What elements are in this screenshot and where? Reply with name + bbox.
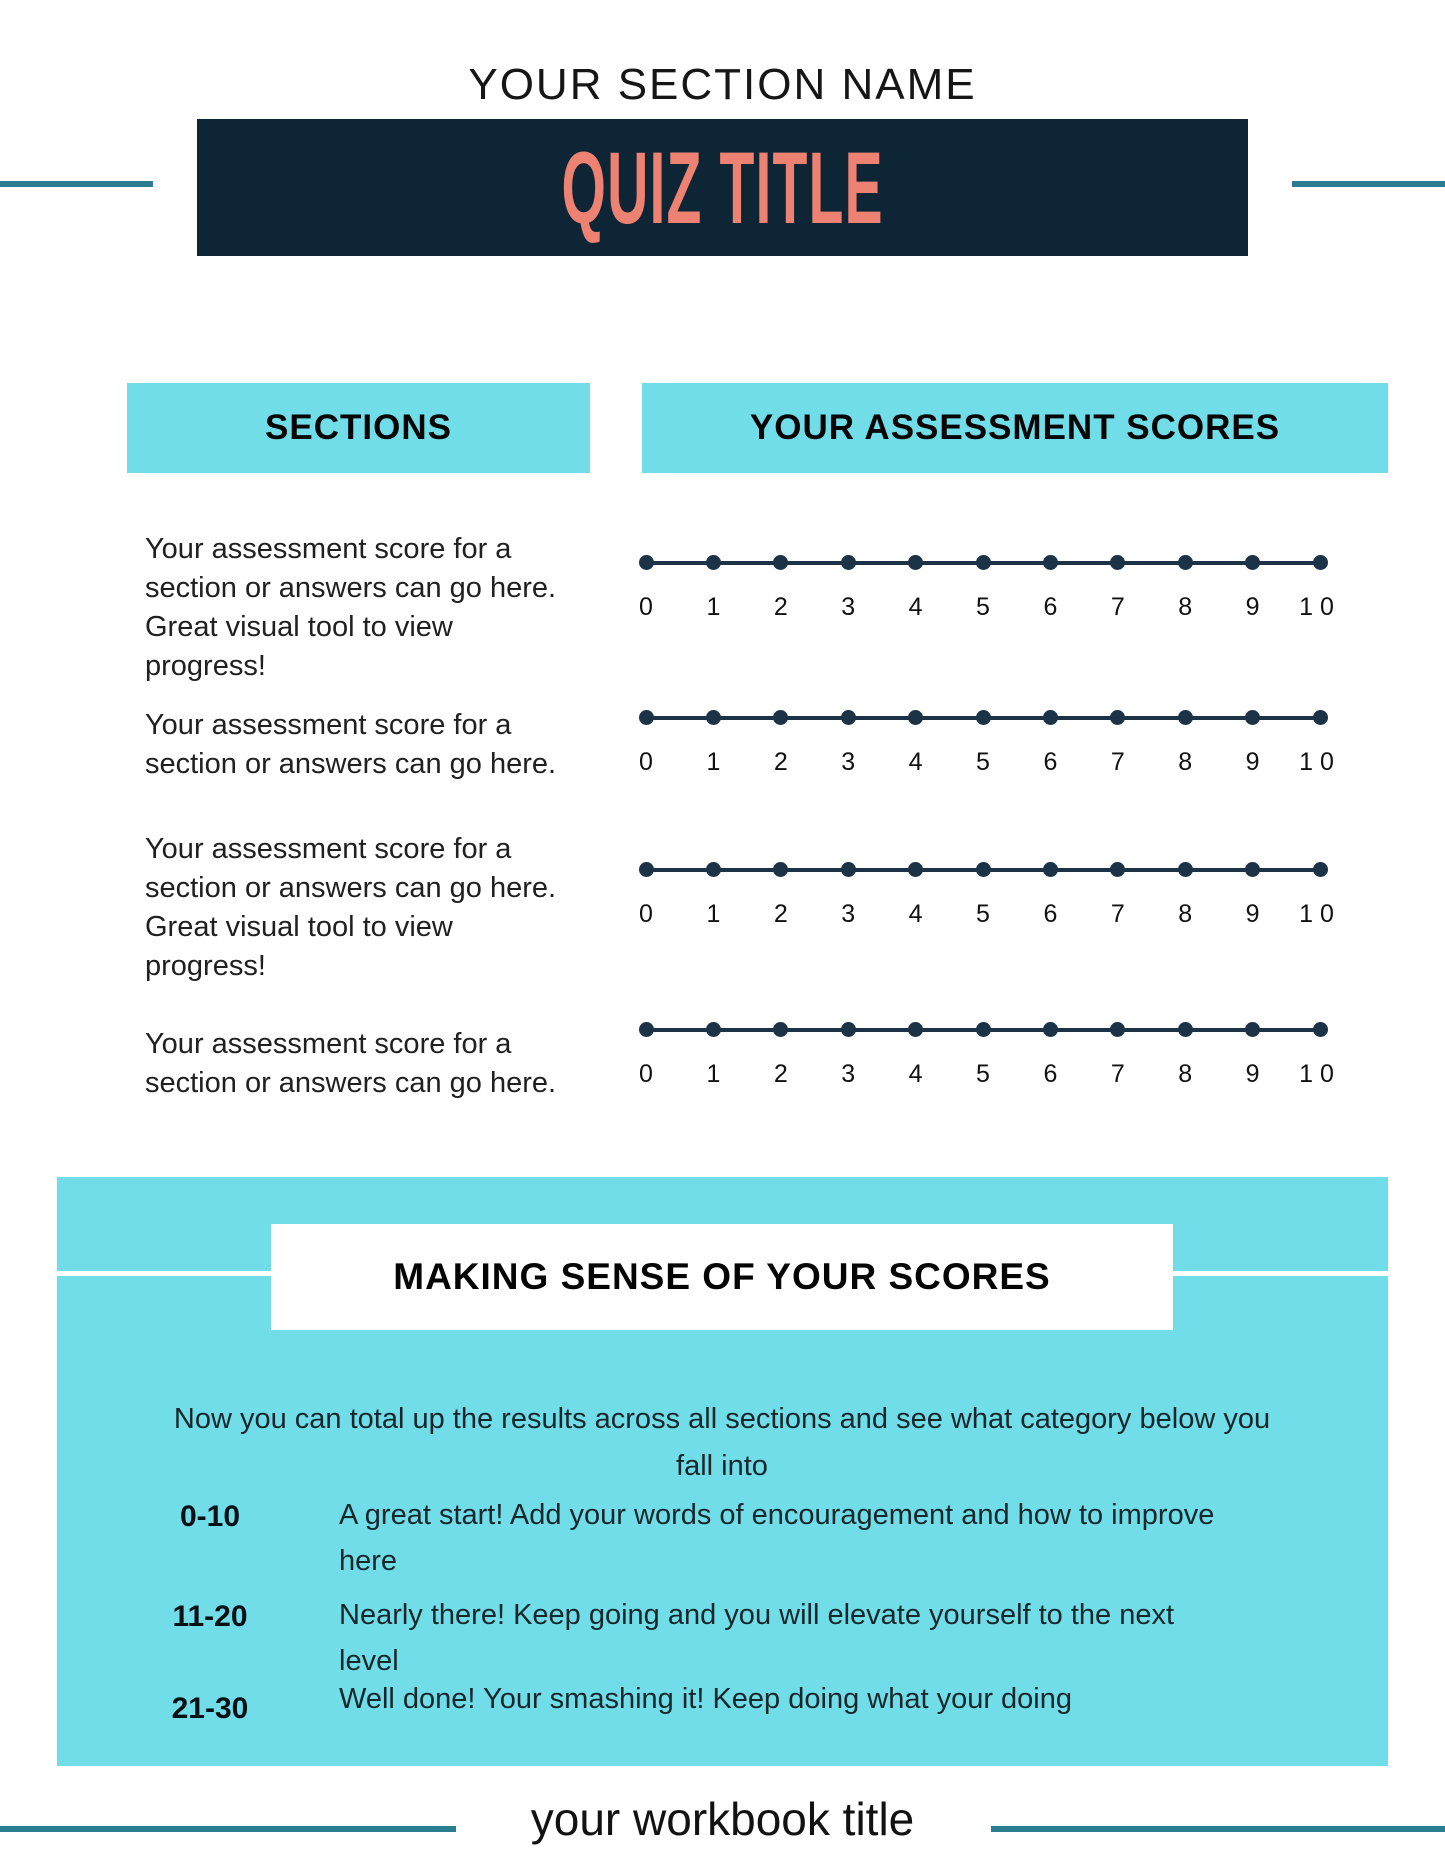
scale-tick-label: 0	[639, 748, 653, 776]
scale-dot	[1110, 1022, 1125, 1037]
scale-tick-label: 3	[841, 748, 856, 776]
scale-dot	[1245, 555, 1260, 570]
sections-column-header: SECTIONS	[127, 383, 590, 473]
scale-tick-label: 6	[1043, 748, 1058, 776]
scale-dot	[1313, 555, 1328, 570]
scale-dot	[841, 1022, 856, 1037]
scale-dot	[706, 710, 721, 725]
scale-dot	[706, 555, 721, 570]
scale-dot	[1110, 555, 1125, 570]
assessment-scale-row-3	[638, 862, 1341, 932]
scale-dot	[773, 1022, 788, 1037]
scale-tick-label: 0	[639, 593, 653, 621]
quiz-title-banner	[197, 119, 1248, 256]
scale-dot	[639, 710, 654, 725]
scale-tick-label: 6	[1043, 593, 1058, 621]
assessment-scores-column-header: YOUR ASSESSMENT SCORES	[642, 383, 1388, 473]
scale-dot	[976, 862, 991, 877]
scale-tick-label: 10	[1299, 748, 1341, 776]
scale-dot	[1313, 710, 1328, 725]
scale-tick-label: 1	[706, 1060, 721, 1088]
score-range-description: Nearly there! Keep going and you will elevate yourself to the next level	[339, 1599, 1175, 1677]
scale-tick-label: 4	[908, 593, 923, 621]
scale-tick-label: 8	[1178, 1060, 1193, 1088]
making-sense-title: MAKING SENSE OF YOUR SCORES	[393, 1256, 1051, 1297]
scale-dot	[1178, 1022, 1193, 1037]
scale-dot	[1043, 1022, 1058, 1037]
scale-dot	[976, 555, 991, 570]
scale-tick-label: 10	[1299, 593, 1341, 621]
scale-dot	[908, 555, 923, 570]
scale-dot	[1178, 862, 1193, 877]
scale-dot	[1043, 862, 1058, 877]
scale-tick-label: 10	[1299, 1060, 1341, 1088]
assessment-row-description: Your assessment score for a section or answers can go here. Great visual tool to view progress!	[145, 833, 557, 982]
assessment-row-description: Your assessment score for a section or answers can go here. Great visual tool to view progress!	[145, 533, 557, 682]
scale-tick-label: 0	[639, 1060, 653, 1088]
scale-tick-label: 0	[639, 900, 653, 928]
making-sense-intro: Now you can total up the results across all sections and see what category below you fall into	[173, 1403, 1271, 1482]
scale-tick-label: 7	[1110, 1060, 1125, 1088]
scale-dot	[773, 555, 788, 570]
scale-dot	[1178, 710, 1193, 725]
scale-tick-label: 3	[841, 1060, 856, 1088]
score-range-description: A great start! Add your words of encouragement and how to improve here	[339, 1499, 1215, 1577]
scale-dot	[1245, 862, 1260, 877]
scale-dot	[908, 710, 923, 725]
scale-tick-label: 6	[1043, 900, 1058, 928]
scale-dot	[639, 862, 654, 877]
scale-tick-label: 1	[706, 900, 721, 928]
scale-dot	[639, 555, 654, 570]
scale-tick-label: 5	[976, 748, 990, 776]
score-range-label: 21-30	[171, 1692, 249, 1725]
quiz-title: QUIZ TITLE	[561, 130, 884, 245]
scale-dot	[1313, 862, 1328, 877]
scale-dot	[773, 710, 788, 725]
top-right-divider-line	[1292, 181, 1445, 187]
scale-tick-label: 8	[1178, 593, 1193, 621]
scale-dot	[1110, 862, 1125, 877]
scale-tick-label: 2	[773, 900, 788, 928]
scale-tick-label: 4	[908, 748, 923, 776]
assessment-scale-row-2	[638, 710, 1341, 780]
assessment-scale-row-1	[638, 555, 1341, 625]
score-range-label: 11-20	[172, 1600, 248, 1633]
scale-dot	[976, 1022, 991, 1037]
top-left-divider-line	[0, 181, 153, 187]
scale-dot	[773, 862, 788, 877]
scale-tick-label: 3	[841, 593, 856, 621]
scale-tick-label: 9	[1245, 1060, 1260, 1088]
sense-right-divider-line	[1173, 1271, 1388, 1276]
scale-tick-label: 1	[706, 593, 721, 621]
scale-dot	[1245, 710, 1260, 725]
sense-left-divider-line	[57, 1271, 271, 1276]
scale-tick-label: 9	[1245, 748, 1260, 776]
scale-tick-label: 7	[1110, 900, 1125, 928]
score-range-label: 0-10	[179, 1500, 241, 1533]
scale-dot	[706, 1022, 721, 1037]
scale-tick-label: 5	[976, 1060, 990, 1088]
scale-dot	[639, 1022, 654, 1037]
scale-dot	[1245, 1022, 1260, 1037]
scale-dot	[976, 710, 991, 725]
assessment-scale-row-4	[638, 1022, 1341, 1092]
scale-dot	[706, 862, 721, 877]
section-name-heading: YOUR SECTION NAME	[468, 60, 977, 109]
scale-tick-label: 5	[976, 593, 990, 621]
scale-tick-label: 8	[1178, 748, 1193, 776]
scale-dot	[908, 862, 923, 877]
score-range-description: Well done! Your smashing it! Keep doing what your doing	[339, 1683, 1073, 1715]
scale-tick-label: 7	[1110, 748, 1125, 776]
making-sense-title-box	[271, 1224, 1173, 1330]
scale-dot	[841, 862, 856, 877]
scale-dot	[1043, 555, 1058, 570]
scale-tick-label: 9	[1245, 900, 1260, 928]
scale-dot	[1313, 1022, 1328, 1037]
scale-tick-label: 1	[706, 748, 721, 776]
workbook-title: your workbook title	[530, 1793, 915, 1845]
scale-dot	[908, 1022, 923, 1037]
scale-dot	[1043, 710, 1058, 725]
scale-tick-label: 2	[773, 1060, 788, 1088]
scale-dot	[841, 710, 856, 725]
assessment-row-description: Your assessment score for a section or answers can go here.	[145, 1028, 557, 1099]
scale-tick-label: 2	[773, 593, 788, 621]
scale-tick-label: 5	[976, 900, 990, 928]
scale-dot	[1110, 710, 1125, 725]
scale-tick-label: 4	[908, 1060, 923, 1088]
scale-tick-label: 7	[1110, 593, 1125, 621]
assessment-row-description: Your assessment score for a section or answers can go here.	[145, 709, 557, 780]
scale-tick-label: 4	[908, 900, 923, 928]
scale-tick-label: 10	[1299, 900, 1341, 928]
scale-dot	[1178, 555, 1193, 570]
scale-dot	[841, 555, 856, 570]
scale-tick-label: 8	[1178, 900, 1193, 928]
scale-tick-label: 2	[773, 748, 788, 776]
scale-tick-label: 3	[841, 900, 856, 928]
scale-tick-label: 6	[1043, 1060, 1058, 1088]
scale-tick-label: 9	[1245, 593, 1260, 621]
